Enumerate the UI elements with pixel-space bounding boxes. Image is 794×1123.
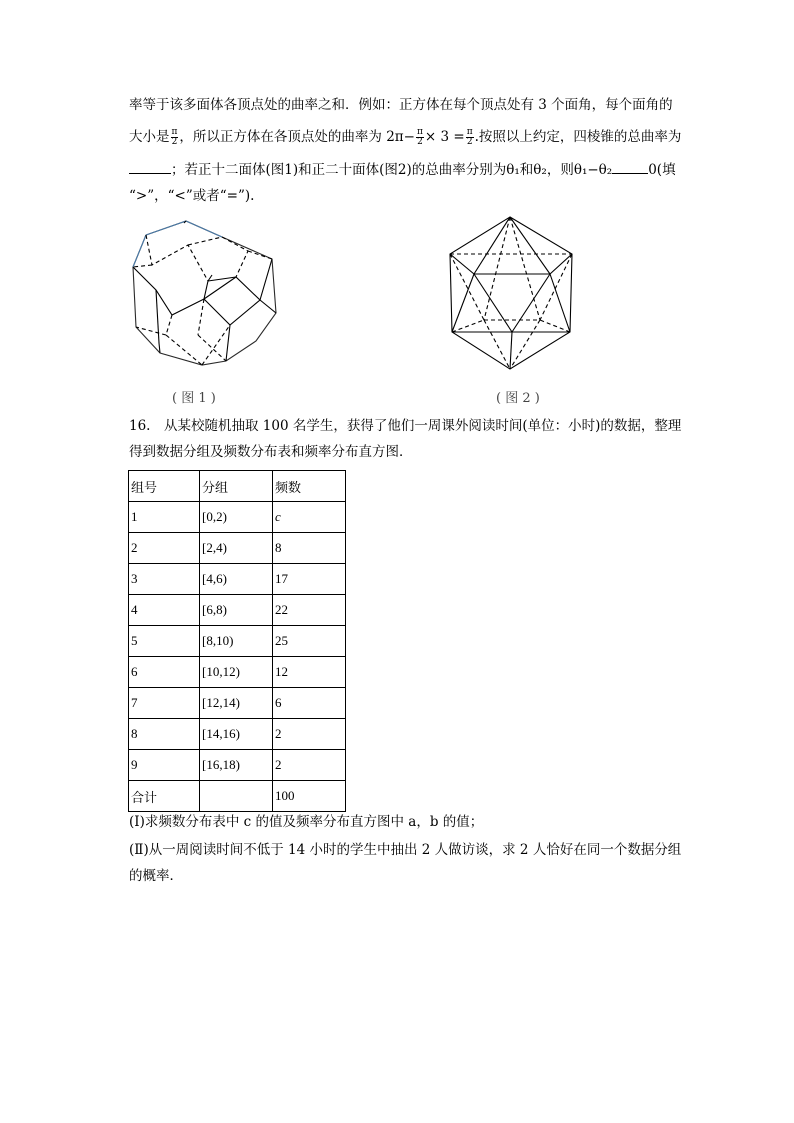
intro-line-3: ；若正十二面体(图1)和正二十面体(图2)的总曲率分别为θ₁和θ₂，则θ₁−θ₂ 0(填	[129, 160, 676, 180]
table-cell: [14,16)	[200, 719, 273, 750]
fraction-pi-over-2: $\frac{\pi}{2}$	[171, 127, 178, 147]
table-row	[129, 595, 346, 626]
icosahedron-figure	[444, 214, 580, 372]
table-cell: [16,18)	[200, 750, 273, 781]
table-header-row	[129, 471, 346, 502]
dodecahedron-figure	[126, 215, 278, 371]
table-cell: 合计	[129, 781, 200, 812]
table-header-cell: 频数	[273, 471, 346, 502]
table-cell: 5	[129, 626, 200, 657]
table-cell: 6	[129, 657, 200, 688]
table-cell: [0,2)	[200, 502, 273, 533]
table-cell: [4,6)	[200, 564, 273, 595]
question-16-line-1: 16. 从某校随机抽取 100 名学生，获得了他们一周课外阅读时间(单位：小时)的数据，整理	[129, 418, 682, 434]
intro-line-2d: .按照以上约定，四棱锥的总曲率为	[474, 129, 682, 145]
answer-blank-2	[612, 161, 648, 174]
intro-line-2a: 大小是	[129, 129, 170, 145]
table-cell: 3	[129, 564, 200, 595]
intro-line-2	[129, 127, 681, 147]
table-cell: 17	[273, 564, 346, 595]
table-cell: 9	[129, 750, 200, 781]
table-row	[129, 719, 346, 750]
table-cell: [2,4)	[200, 533, 273, 564]
figure-2-caption: ( 图 2 )	[496, 391, 540, 406]
table-cell: 8	[129, 719, 200, 750]
table-cell: 4	[129, 595, 200, 626]
table-row	[129, 750, 346, 781]
table-cell: 25	[273, 626, 346, 657]
table-cell: 1	[129, 502, 200, 533]
table-cell: [10,12)	[200, 657, 273, 688]
table-total-row	[129, 781, 346, 812]
table-row	[129, 564, 346, 595]
table-cell: 6	[273, 688, 346, 719]
table-cell: [12,14)	[200, 688, 273, 719]
table-cell: 12	[273, 657, 346, 688]
table-header-cell: 组号	[129, 471, 200, 502]
question-16-line-2: 得到数据分组及频数分布表和频率分布直方图．	[129, 444, 413, 460]
table-header-cell: 分组	[200, 471, 273, 502]
table-cell: 2	[273, 750, 346, 781]
table-row	[129, 533, 346, 564]
table-row	[129, 626, 346, 657]
frequency-table	[128, 470, 346, 812]
intro-line-2b: ，所以正方体在各顶点处的曲率为 2π−	[179, 129, 415, 145]
table-cell: [8,10)	[200, 626, 273, 657]
table-cell: 8	[273, 533, 346, 564]
table-cell: [6,8)	[200, 595, 273, 626]
intro-line-1: 率等于该多面体各顶点处的曲率之和．例如：正方体在每个顶点处有 3 个面角，每个面角的	[129, 97, 673, 113]
table-row	[129, 688, 346, 719]
intro-line-2c: × 3 =	[424, 129, 465, 145]
fraction-pi-over-2: $\frac{\pi}{2}$	[466, 127, 473, 147]
intro-line-4: “>”，“<”或者“=”).	[129, 188, 255, 204]
question-16-part-2-line-1: (Ⅱ)从一周阅读时间不低于 14 小时的学生中抽出 2 人做访谈，求 2 人恰好在同一个数据分组	[129, 842, 682, 858]
question-16-part-2-line-2: 的概率．	[129, 868, 183, 884]
answer-blank-1	[129, 161, 171, 174]
table-cell: 2	[273, 719, 346, 750]
table-cell: 2	[129, 533, 200, 564]
table-row	[129, 502, 346, 533]
table-cell	[200, 781, 273, 812]
table-cell: 7	[129, 688, 200, 719]
table-cell: 22	[273, 595, 346, 626]
table-row	[129, 657, 346, 688]
figure-1-caption: ( 图 1 )	[172, 391, 216, 406]
table-cell: c	[273, 502, 346, 533]
fraction-pi-over-2: $\frac{\pi}{2}$	[417, 127, 423, 147]
table-cell: 100	[273, 781, 346, 812]
question-16-part-1: (Ⅰ)求频数分布表中 c 的值及频率分布直方图中 a，b 的值；	[129, 814, 484, 830]
